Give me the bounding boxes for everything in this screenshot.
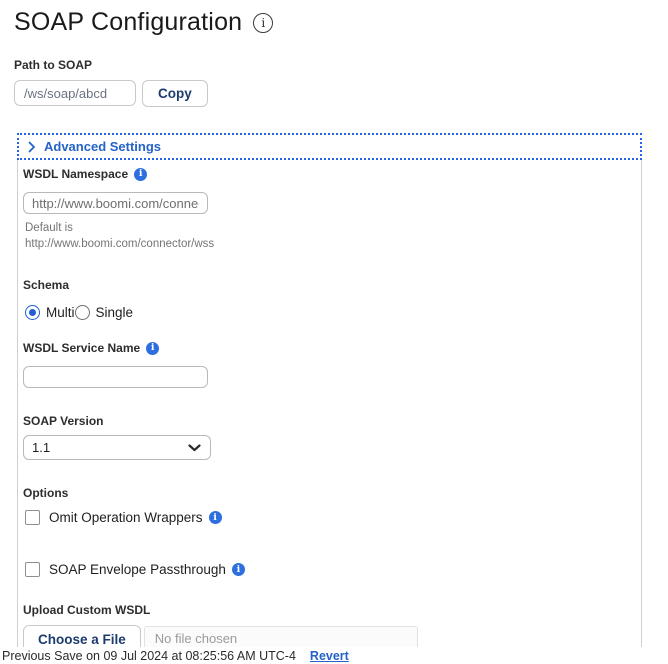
chevron-right-icon <box>28 141 36 153</box>
file-status-text: No file chosen <box>144 626 418 647</box>
page-header <box>0 0 668 37</box>
schema-radio-group <box>23 305 641 320</box>
soap-envelope-passthrough-row <box>23 562 641 577</box>
soap-envelope-passthrough-info-icon[interactable] <box>232 563 245 576</box>
wsdl-namespace-input[interactable] <box>23 192 208 214</box>
path-to-soap-input[interactable] <box>14 80 136 106</box>
schema-label: Schema <box>23 278 70 292</box>
omit-operation-wrappers-row <box>23 510 641 525</box>
previous-save-text: Previous Save on 09 Jul 2024 at 08:25:56 AM UTC-4 <box>2 649 296 663</box>
choose-file-button[interactable]: Choose a File <box>23 625 141 647</box>
schema-radio-multi-label[interactable]: Multi <box>46 305 75 320</box>
page-title: SOAP Configuration <box>14 8 243 36</box>
help-line-1: Default is <box>25 222 73 234</box>
copy-button[interactable]: Copy <box>142 80 208 107</box>
advanced-settings-panel <box>17 160 642 647</box>
wsdl-service-name-input[interactable] <box>23 366 208 388</box>
schema-radio-single[interactable] <box>75 305 90 320</box>
soap-envelope-passthrough-label[interactable]: SOAP Envelope Passthrough <box>49 562 226 577</box>
omit-operation-wrappers-label[interactable]: Omit Operation Wrappers <box>49 510 203 525</box>
revert-link[interactable]: Revert <box>309 649 349 663</box>
omit-operation-wrappers-info-icon[interactable] <box>209 511 222 524</box>
options-label: Options <box>23 486 69 500</box>
wsdl-service-name-label: WSDL Service Name <box>23 341 141 355</box>
footer <box>2 649 349 663</box>
schema-radio-single-label[interactable]: Single <box>95 305 134 320</box>
help-line-2: http://www.boomi.com/connector/wss <box>25 238 215 250</box>
schema-radio-multi[interactable] <box>25 305 40 320</box>
wsdl-namespace-info-icon[interactable] <box>134 168 147 181</box>
wsdl-namespace-label: WSDL Namespace <box>23 167 129 181</box>
path-section <box>0 58 668 107</box>
path-to-soap-label: Path to SOAP <box>14 58 93 72</box>
advanced-settings-toggle[interactable] <box>17 133 642 160</box>
file-upload-row <box>23 625 641 647</box>
upload-custom-wsdl-label: Upload Custom WSDL <box>23 603 151 617</box>
advanced-settings-label: Advanced Settings <box>44 139 162 154</box>
title-info-icon[interactable] <box>253 13 273 33</box>
wsdl-service-name-info-icon[interactable] <box>146 342 159 355</box>
omit-operation-wrappers-checkbox[interactable] <box>25 510 40 525</box>
soap-envelope-passthrough-checkbox[interactable] <box>25 562 40 577</box>
soap-version-label: SOAP Version <box>23 414 104 428</box>
wsdl-namespace-help <box>23 220 641 252</box>
soap-version-select[interactable] <box>23 435 211 460</box>
